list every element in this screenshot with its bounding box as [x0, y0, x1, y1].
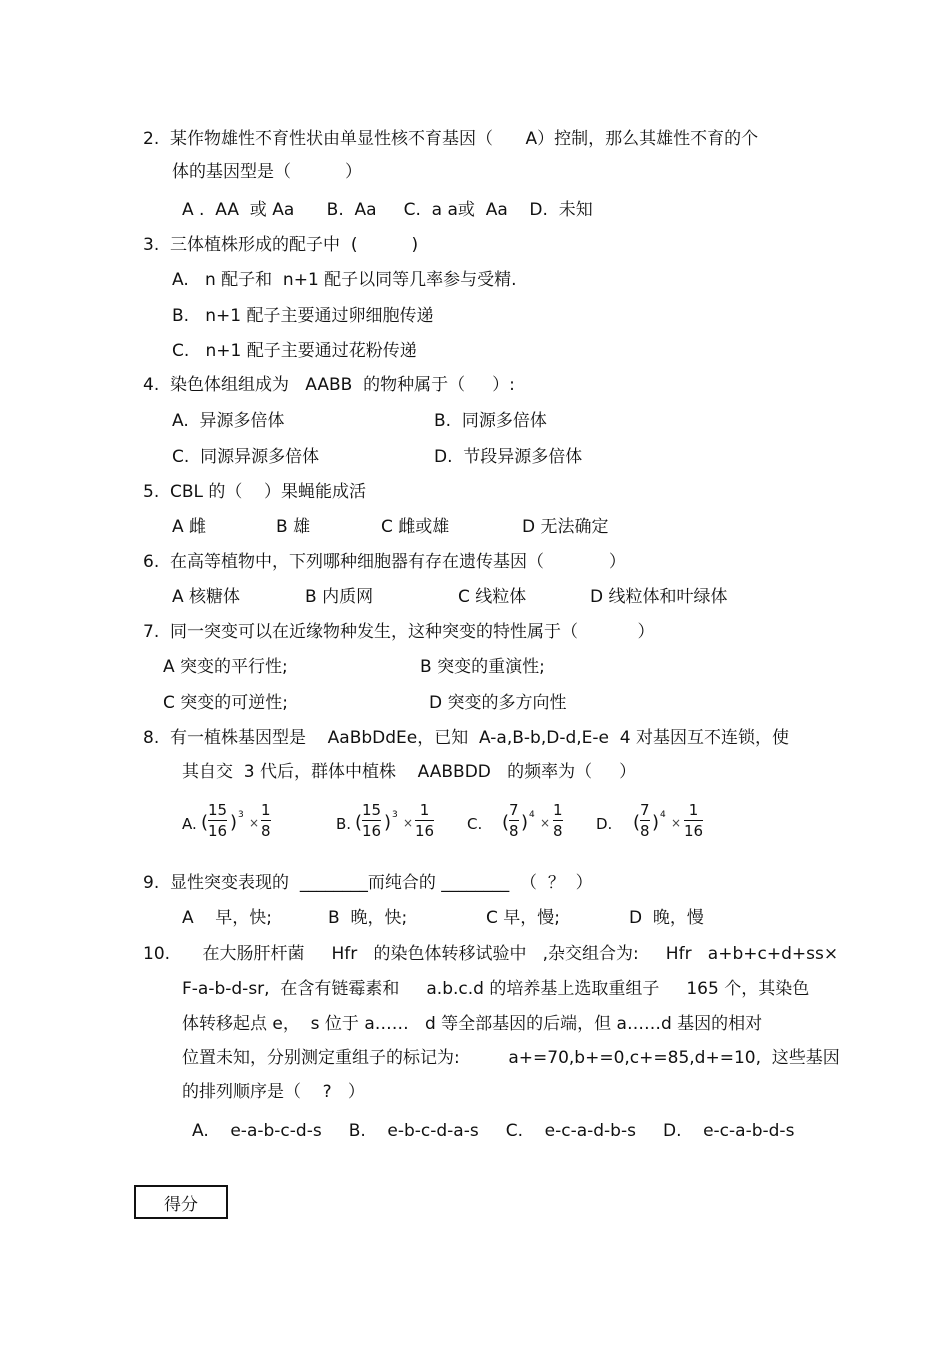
q5-stem: 5. CBL 的（ ）果蝇能成活: [143, 482, 367, 502]
q8-option-a-lparen: (: [201, 812, 209, 833]
q8-option-c-base-fraction: [509, 802, 519, 839]
q7-option-b: B 突变的重演性;: [420, 657, 545, 677]
q8-option-a-base-denominator: 16: [208, 822, 228, 840]
q5-option-a: A 雌: [172, 517, 207, 537]
q8-option-b-lparen: (: [355, 812, 363, 833]
q8-option-d-base-numerator: 7: [640, 801, 650, 819]
q8-option-c-times: ×: [540, 816, 551, 830]
q8-option-b-base-numerator: 15: [362, 801, 382, 819]
q8-option-d-fraction: [684, 802, 703, 839]
q8-option-b-exponent: 3: [392, 810, 398, 820]
q8-option-b-base-fraction: [362, 802, 381, 839]
q8-option-b-denominator: 16: [415, 822, 435, 840]
q7-stem: 7. 同一突变可以在近缘物种发生，这种突变的特性属于（ ）: [143, 622, 655, 642]
q8-option-a-base-fraction: [208, 802, 227, 839]
q4-option-b: B. 同源多倍体: [434, 411, 547, 431]
q9-option-d: D 晚，慢: [629, 908, 704, 928]
q10-stem-line1: 10. 在大肠肝杆菌 Hfr 的染色体转移试验中 ,杂交组合为: Hfr a+b+c+d+ss×: [143, 944, 839, 964]
q3-option-b: B. n+1 配子主要通过卵细胞传递: [172, 306, 434, 326]
q8-option-b-label: B.: [336, 815, 352, 833]
q8-option-b-rparen: ): [384, 812, 392, 833]
q10-stem-line4: 位置未知，分别测定重组子的标记为: a+=70,b+=0,c+=85,d+=10, 这些基因: [182, 1048, 840, 1068]
q6-option-a: A 核糖体: [172, 587, 241, 607]
q2-stem-line1: 2. 某作物雄性不育性状由单显性核不育基因（ A）控制，那么其雄性不育的个: [143, 129, 759, 149]
q7-option-d: D 突变的多方向性: [429, 693, 567, 713]
q3-option-c: C. n+1 配子主要通过花粉传递: [172, 341, 417, 361]
q8-option-d-denominator: 16: [684, 822, 704, 840]
q9-option-c: C 早，慢;: [486, 908, 561, 928]
q8-option-b-times: ×: [403, 816, 414, 830]
score-label: 得分: [164, 1194, 198, 1215]
q8-option-c-base-numerator: 7: [509, 801, 519, 819]
q5-option-b: B 雄: [276, 517, 311, 537]
q4-option-d: D. 节段异源多倍体: [434, 447, 583, 467]
q2-options: A . AA 或 Aa B. Aa C. a a或 Aa D. 未知: [182, 200, 593, 220]
q8-option-b-fraction: [415, 802, 434, 839]
q8-option-a-exponent: 3: [238, 810, 244, 820]
q8-option-a-fraction: [261, 802, 271, 839]
q10-stem-line3: 体转移起点 e， s 位于 a…… d 等全部基因的后端，但 a……d 基因的相对: [182, 1014, 763, 1034]
q8-option-c-label: C.: [467, 815, 483, 833]
q6-option-d: D 线粒体和叶绿体: [590, 587, 728, 607]
q8-option-a-denominator: 8: [261, 822, 271, 840]
q6-option-c: C 线粒体: [458, 587, 527, 607]
q8-stem-line1: 8. 有一植株基因型是 AaBbDdEe，已知 A-a,B-b,D-d,E-e 4 对基因互不连锁，使: [143, 728, 790, 748]
q8-option-b-numerator: 1: [419, 801, 430, 819]
q8-option-d-base-denominator: 8: [640, 822, 650, 840]
q8-option-a-times: ×: [249, 816, 260, 830]
q8-option-c-exponent: 4: [529, 810, 535, 820]
q8-option-d-rparen: ): [652, 812, 660, 833]
q8-option-a-rparen: ): [230, 812, 238, 833]
q8-option-c-numerator: 1: [553, 801, 563, 819]
q5-option-c: C 雌或雄: [381, 517, 450, 537]
q9-option-b: B 晚，快;: [328, 908, 408, 928]
q10-options: A. e-a-b-c-d-s B. e-b-c-d-a-s C. e-c-a-d-b-s D. e-c-a-b-d-s: [192, 1121, 795, 1141]
q10-stem-line5: 的排列顺序是（ ? ）: [182, 1082, 365, 1102]
q5-option-d: D 无法确定: [522, 517, 609, 537]
q8-option-c-rparen: ): [521, 812, 529, 833]
q7-option-a: A 突变的平行性;: [163, 657, 288, 677]
q8-option-d-label: D.: [596, 815, 613, 833]
q4-stem: 4. 染色体组组成为 AABB 的物种属于（ ）:: [143, 375, 515, 395]
q8-option-d-lparen: (: [633, 812, 641, 833]
q8-option-a-label: A.: [182, 815, 197, 833]
score-box: [134, 1185, 228, 1219]
q8-option-c-fraction: [553, 802, 563, 839]
q8-option-c-denominator: 8: [553, 822, 563, 840]
q9-stem: 9. 显性突变表现的 ________而纯合的 ________ （ ？ ）: [143, 873, 593, 893]
q4-option-a: A. 异源多倍体: [172, 411, 285, 431]
q3-stem: 3. 三体植株形成的配子中 ( ): [143, 235, 419, 255]
q6-option-b: B 内质网: [305, 587, 374, 607]
q8-option-c-base-denominator: 8: [509, 822, 519, 840]
q10-stem-line2: F-a-b-d-sr, 在含有链霉素和 a.b.c.d 的培养基上选取重组子 165 个，其染色: [182, 979, 810, 999]
q8-option-d-numerator: 1: [688, 801, 699, 819]
q8-option-d-exponent: 4: [660, 810, 666, 820]
q6-stem: 6. 在高等植物中，下列哪种细胞器有存在遗传基因（ ）: [143, 552, 626, 572]
q8-option-d-base-fraction: [640, 802, 650, 839]
q8-option-c-lparen: (: [502, 812, 510, 833]
q8-option-d-times: ×: [671, 816, 682, 830]
q8-option-a-base-numerator: 15: [208, 801, 228, 819]
q2-stem-line2: 体的基因型是（ ）: [172, 162, 363, 182]
q8-option-b-base-denominator: 16: [362, 822, 382, 840]
q8-option-a-numerator: 1: [261, 801, 271, 819]
q9-option-a: A 早，快;: [182, 908, 272, 928]
q7-option-c: C 突变的可逆性;: [163, 693, 289, 713]
q3-option-a: A. n 配子和 n+1 配子以同等几率参与受精.: [172, 270, 517, 290]
q4-option-c: C. 同源异源多倍体: [172, 447, 320, 467]
q8-stem-line2: 其自交 3 代后，群体中植株 AABBDD 的频率为（ ）: [182, 762, 637, 782]
